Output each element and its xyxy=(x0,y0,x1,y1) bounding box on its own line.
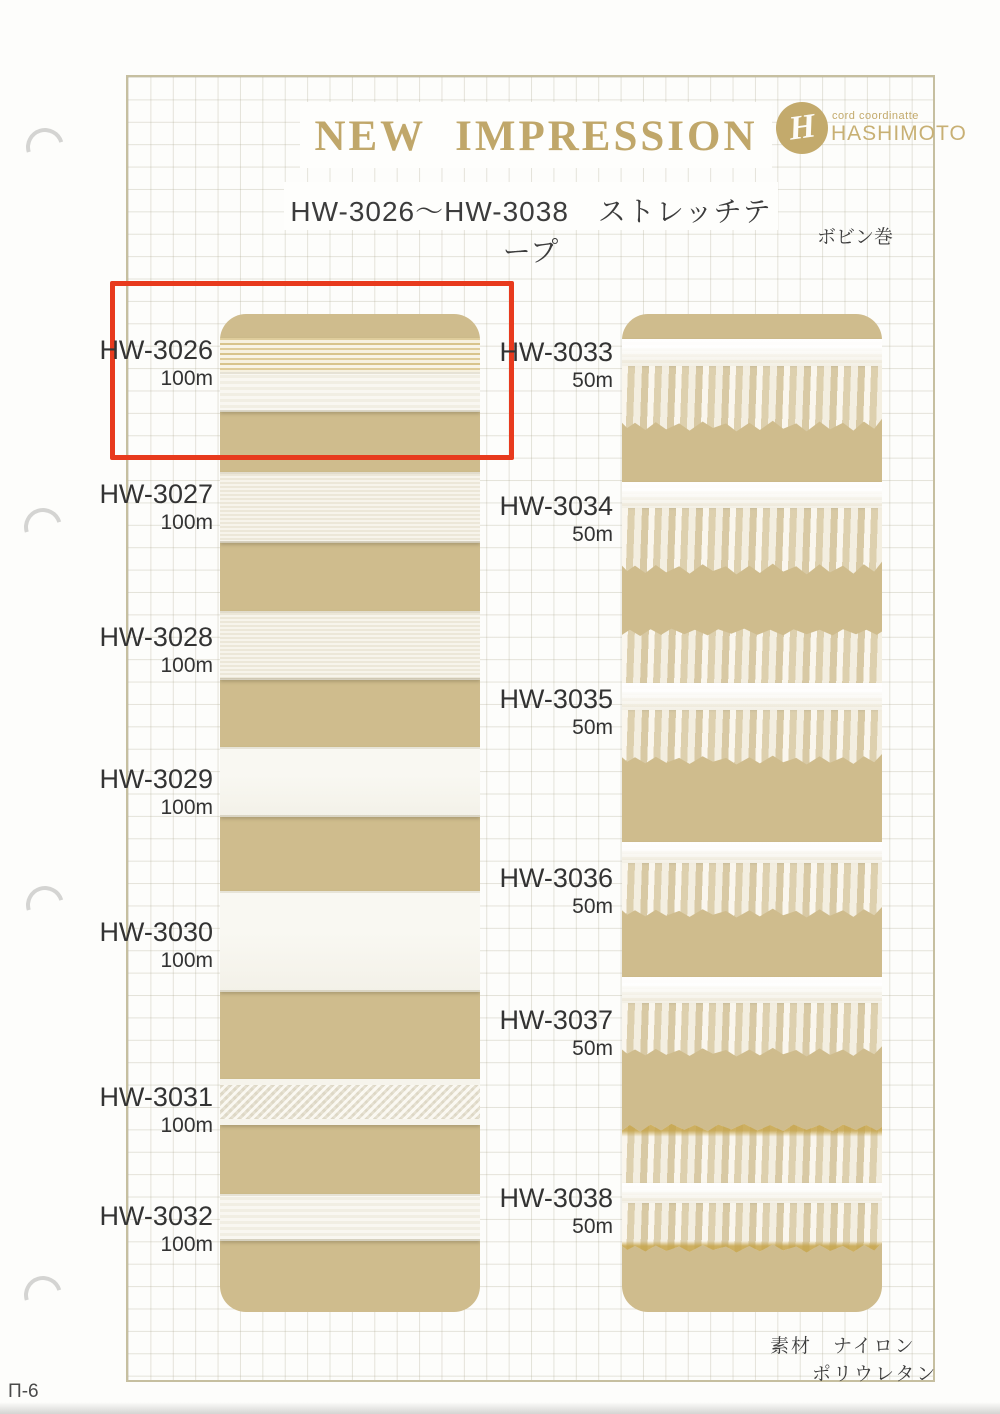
ruffle-upper-frill-hw-3038 xyxy=(622,1122,882,1183)
sample-code: HW-3036 xyxy=(499,863,613,893)
logo-monogram: H xyxy=(786,107,818,148)
sample-label-hw-3036 xyxy=(499,864,613,918)
sample-panel-left xyxy=(220,314,480,1312)
ruffle-band-hw-3038 xyxy=(622,1183,882,1203)
sample-code: HW-3028 xyxy=(99,622,213,652)
sample-length: 100m xyxy=(160,1114,213,1138)
page-number: Π-6 xyxy=(8,1381,39,1402)
tape-herringbone-section xyxy=(220,1085,480,1119)
tape-sample-hw-3027 xyxy=(220,472,480,543)
sample-code: HW-3027 xyxy=(99,479,213,509)
page-title: NEW IMPRESSION xyxy=(314,113,758,160)
sample-code: HW-3030 xyxy=(99,917,213,947)
sample-label-hw-3033 xyxy=(499,338,613,392)
sample-length: 100m xyxy=(160,1233,213,1257)
ruffle-band-hw-3037 xyxy=(622,977,882,1003)
logo-name: HASHIMOTO xyxy=(831,122,967,145)
ruffle-band-hw-3036 xyxy=(622,842,882,863)
sample-length: 50m xyxy=(572,369,613,393)
product-range-subtitle: HW-3026～HW-3038 ストレッチテープ xyxy=(290,196,772,267)
sample-panel-right xyxy=(622,314,882,1312)
tape-sample-hw-3030 xyxy=(220,891,480,992)
sample-length: 100m xyxy=(160,949,213,973)
material-line-1: 素材 ナイロン xyxy=(770,1336,916,1357)
ruffle-lower-frill-hw-3038 xyxy=(622,1203,882,1253)
sample-code: HW-3037 xyxy=(499,1005,613,1035)
sample-label-hw-3026 xyxy=(99,336,213,390)
sample-length: 50m xyxy=(572,523,613,547)
ruffle-frill-hw-3033 xyxy=(622,366,882,432)
material-line-2: ポリウレタン xyxy=(812,1364,938,1385)
sample-length: 50m xyxy=(572,895,613,919)
ruffle-band-hw-3033 xyxy=(622,339,882,366)
tape-sample-hw-3032 xyxy=(220,1194,480,1241)
tape-sample-hw-3028 xyxy=(220,611,480,680)
sample-length: 100m xyxy=(160,796,213,820)
sample-code: HW-3029 xyxy=(99,764,213,794)
logo-tagline: cord coordinatte xyxy=(832,110,919,122)
sample-length: 100m xyxy=(160,367,213,391)
ruffle-band-hw-3035 xyxy=(622,683,882,710)
sample-label-hw-3038 xyxy=(499,1184,613,1238)
binder-hole-icon xyxy=(19,121,70,172)
hashimoto-logo xyxy=(772,100,967,162)
sample-code: HW-3032 xyxy=(99,1201,213,1231)
sample-code: HW-3033 xyxy=(499,337,613,367)
tape-sample-hw-3031 xyxy=(220,1079,480,1125)
tape-sample-hw-3029 xyxy=(220,747,480,817)
sample-label-hw-3034 xyxy=(499,492,613,546)
ruffle-frill-hw-3034 xyxy=(622,508,882,575)
binder-hole-icon xyxy=(17,1269,68,1320)
hashimoto-logo-icon xyxy=(776,102,828,154)
sample-code: HW-3031 xyxy=(99,1082,213,1112)
ruffle-lower-frill-hw-3035 xyxy=(622,710,882,765)
sample-label-hw-3031 xyxy=(99,1083,213,1137)
sample-length: 50m xyxy=(572,1215,613,1239)
ruffle-upper-frill-hw-3035 xyxy=(622,627,882,683)
sample-label-hw-3029 xyxy=(99,765,213,819)
sample-code: HW-3034 xyxy=(499,491,613,521)
sample-label-hw-3035 xyxy=(499,685,613,739)
sample-length: 100m xyxy=(160,654,213,678)
sample-length: 50m xyxy=(572,1037,613,1061)
binder-hole-icon xyxy=(19,879,70,930)
sample-code: HW-3026 xyxy=(99,335,213,365)
ruffle-band-hw-3034 xyxy=(622,482,882,508)
sample-code: HW-3038 xyxy=(499,1183,613,1213)
sample-label-hw-3027 xyxy=(99,480,213,534)
sample-code: HW-3035 xyxy=(499,684,613,714)
winding-note: ボビン巻 xyxy=(816,227,893,248)
sample-length: 100m xyxy=(160,511,213,535)
scan-shadow xyxy=(0,1402,1000,1414)
sample-length: 50m xyxy=(572,716,613,740)
ruffle-frill-hw-3036 xyxy=(622,863,882,918)
binder-hole-icon xyxy=(17,501,68,552)
sample-label-hw-3030 xyxy=(99,918,213,972)
ruffle-frill-hw-3037 xyxy=(622,1003,882,1057)
sample-label-hw-3037 xyxy=(499,1006,613,1060)
sample-label-hw-3032 xyxy=(99,1202,213,1256)
sample-label-hw-3028 xyxy=(99,623,213,677)
